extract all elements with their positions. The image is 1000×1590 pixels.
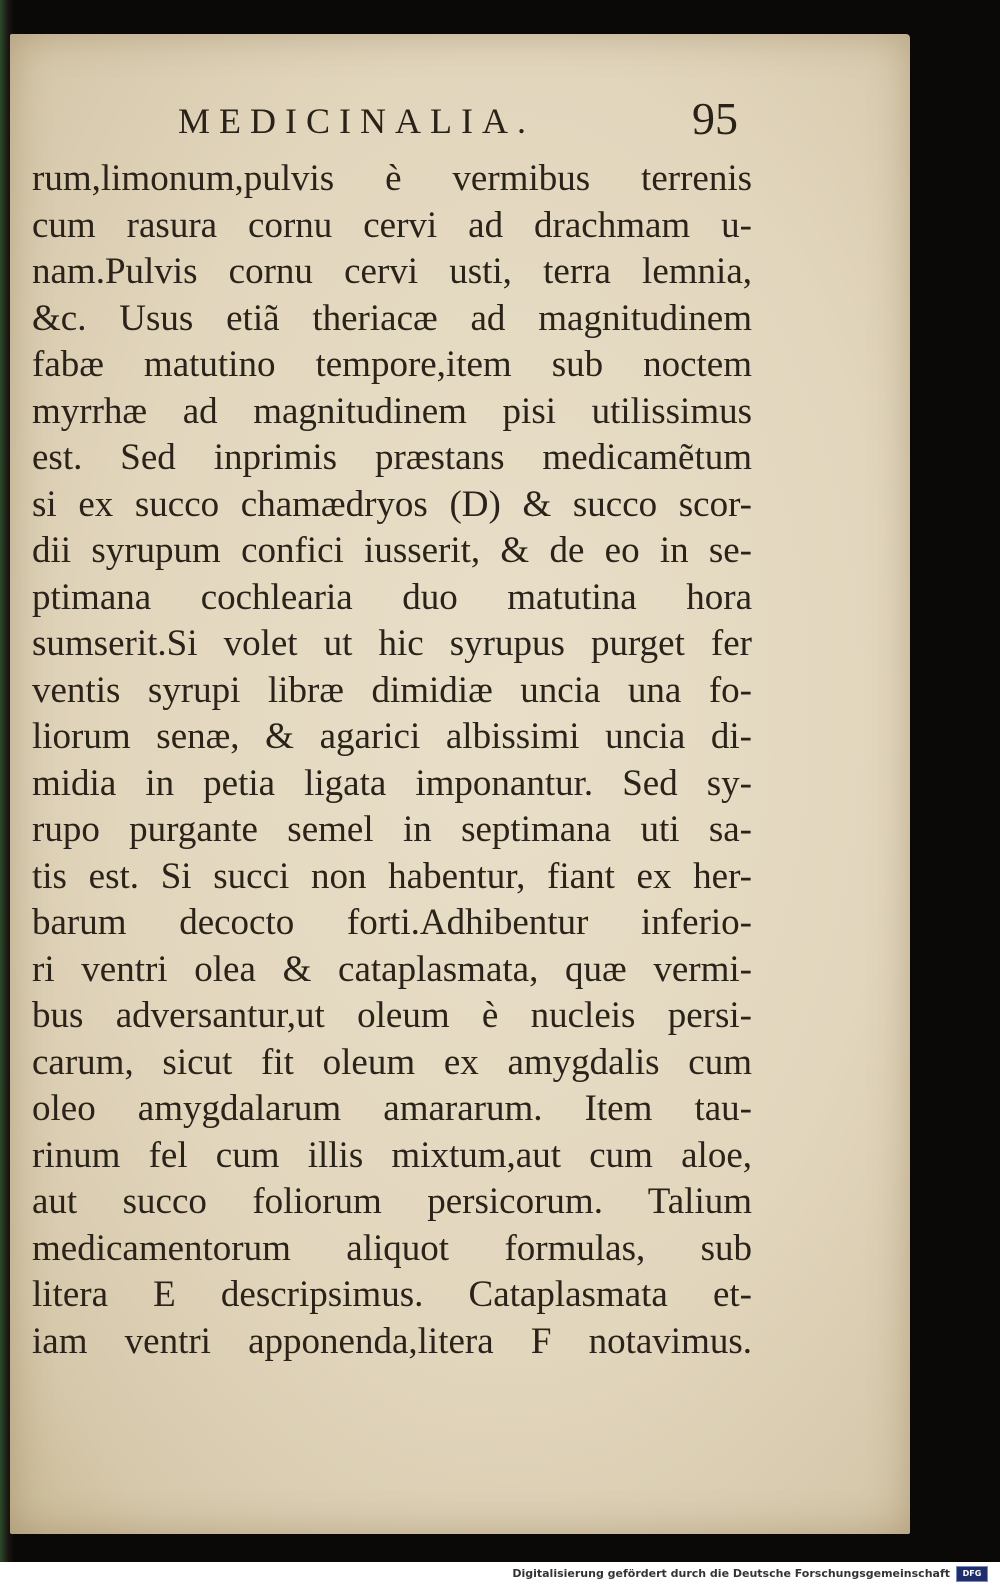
text-line: medicamentorum aliquot formulas, sub <box>32 1227 752 1269</box>
running-head <box>10 90 910 150</box>
text-line: dii syrupum confici iusserit, & de eo in se- <box>32 530 752 571</box>
text-line: myrrhæ ad magnitudinem pisi utilissimus <box>32 390 752 432</box>
text-line: rupo purgante semel in septimana uti sa- <box>32 809 752 850</box>
text-line: nam.Pulvis cornu cervi usti, terra lemnia, <box>32 251 752 292</box>
text-line: aut succo foliorum persicorum. Talium <box>32 1181 752 1222</box>
body-text <box>32 156 752 1365</box>
text-line: rum,limonum,pulvis è vermibus terrenis <box>32 158 752 199</box>
text-line: &c. Usus etiã theriacæ ad magnitudinem <box>32 297 752 339</box>
text-line: tis est. Si succi non habentur, fiant ex her- <box>32 855 752 897</box>
text-line: rinum fel cum illis mixtum,aut cum aloe, <box>32 1134 752 1176</box>
text-line: cum rasura cornu cervi ad drachmam u- <box>32 204 752 246</box>
dfg-logo-text: DFG <box>962 1569 982 1578</box>
text-line: ventis syrupi libræ dimidiæ uncia una fo- <box>32 669 752 711</box>
text-line: barum decocto forti.Adhibentur inferio- <box>32 902 752 943</box>
text-line: bus adversantur,ut oleum è nucleis persi- <box>32 995 752 1036</box>
running-head-title: MEDICINALIA. <box>178 101 535 141</box>
book-page <box>10 34 910 1534</box>
text-line: midia in petia ligata imponantur. Sed sy- <box>32 762 752 804</box>
page-number: 95 <box>692 93 738 144</box>
text-line: liorum senæ, & agarici albissimi uncia di- <box>32 716 752 757</box>
text-line: est. Sed inprimis præstans medicamẽtum <box>32 437 752 478</box>
text-line: si ex succo chamædryos (D) & succo scor- <box>32 483 752 525</box>
text-line: carum, sicut fit oleum ex amygdalis cum <box>32 1041 752 1083</box>
text-line: oleo amygdalarum amararum. Item tau- <box>32 1088 752 1129</box>
text-line: fabæ matutino tempore,item sub noctem <box>32 344 752 385</box>
footer-bar <box>0 1562 1000 1590</box>
text-line: iam ventri apponenda,litera F notavimus. <box>32 1320 752 1362</box>
text-line: litera E descripsimus. Cataplasmata et- <box>32 1274 752 1315</box>
dfg-logo-icon <box>956 1566 988 1582</box>
text-line: sumserit.Si volet ut hic syrupus purget fer <box>32 623 752 664</box>
text-line: ptimana cochlearia duo matutina hora <box>32 576 752 618</box>
funding-credit: Digitalisierung gefördert durch die Deutsche Forschungsgemeinschaft <box>512 1567 950 1580</box>
text-line: ri ventri olea & cataplasmata, quæ vermi- <box>32 948 752 990</box>
